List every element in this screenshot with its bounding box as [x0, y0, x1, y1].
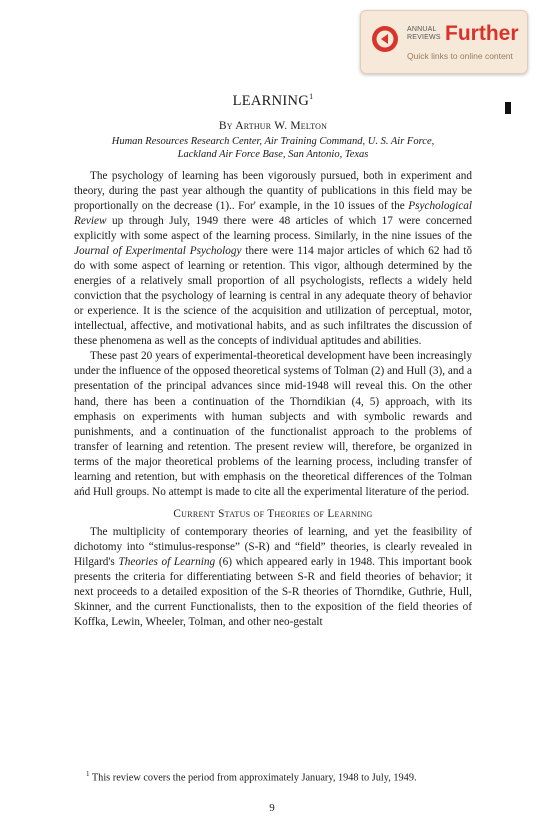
footnote: $^1$ This review covers the period from approximately January, 1948 to July, 1949. [86, 770, 417, 784]
author-name: Arthur W. Melton [235, 119, 328, 132]
page-number: 9 [269, 802, 275, 814]
quick-links-label: Quick links to online content [407, 51, 513, 61]
corner-mark [505, 102, 511, 114]
annual-reviews-logo: ANNUAL REVIEWS [407, 26, 441, 41]
article-body [74, 92, 472, 630]
article-title: LEARNING$^1$ [232, 92, 314, 109]
further-label: Further [445, 22, 519, 45]
affiliation: Human Resources Research Center, Air Training Command, U. S. Air Force, Lackland Air Force Base, San Antonio, Texas [111, 135, 435, 160]
author-prefix: By [218, 119, 236, 132]
title-footnote-marker: 1 [309, 92, 314, 101]
paragraph-3: The multiplicity of contemporary theories of learning, and yet the feasibility of dichotomy into “stimulus-response” (S-R) and “field” theories, is clearly revealed in Hilgard's Theories of Learning (6) which appeared early in 1948. This important book presents the criteria for differentiating between S-R and field theories of behavior; it next proceeds to a detailed exposition of the S-R theories of Thorndike, Guthrie, Hull, Skinner, and the current Functionalists, then to the exposition of the field theories of Koffka, Lewin, Wheeler, Tolman, and other neo-gestalt [74, 525, 472, 629]
section-heading: Current Status of Theories of Learning [173, 507, 373, 520]
author-line [74, 120, 472, 132]
play-arrow-icon [371, 25, 399, 53]
paragraph-1: The psychology of learning has been vigorously pursued, both in experiment and theory, during the past year although the quantity of publications in this field may be proportionally on the decrease (1).. For' example, in the 10 issues of the Psychological Review up through July, 1949 there were 48 articles of which 17 were concerned explicitly with some aspect of the learning process. Similarly, in the nine issues of the Journal of Experimental Psychology there were 114 major articles of which 62 had tŏ do with some aspect of learning or retention. This vigor, although determined by the energies of a relatively small proportion of all psychologists, reflects a widely held conviction that the psychology of learning is central in any adequate theory of behavior or experience. It is the science of the acquisition and utilization of perceptual, motor, intellectual, affective, and motivational habits, and as such infiltrates the discussion of these phenomena as well as the concepts of individual aptitudes and abilities. [74, 169, 472, 348]
further-badge[interactable] [360, 10, 528, 74]
paragraph-2: These past 20 years of experimental-theoretical development have been increasingly under the influence of the opposed theoretical systems of Tolman (2) and Hull (3), and a presentation of the principal advances since mid-1948 will reveal this. On the other hand, there has been a continuation of the Thorndikian (4, 5) approach, with its emphasis on experiments with human subjects and with symbolic rewards and punishments, and a continuation of the functionalist approach to the problems of transfer of learning and retention. The present review will, therefore, be organized in terms of the major theoretical problems of the learning process, including transfer of learning and retention, but with emphasis on the theoretical differences of the Tolman ańd Hull groups. No attempt is made to cite all the experimental literature of the period. [74, 350, 472, 498]
